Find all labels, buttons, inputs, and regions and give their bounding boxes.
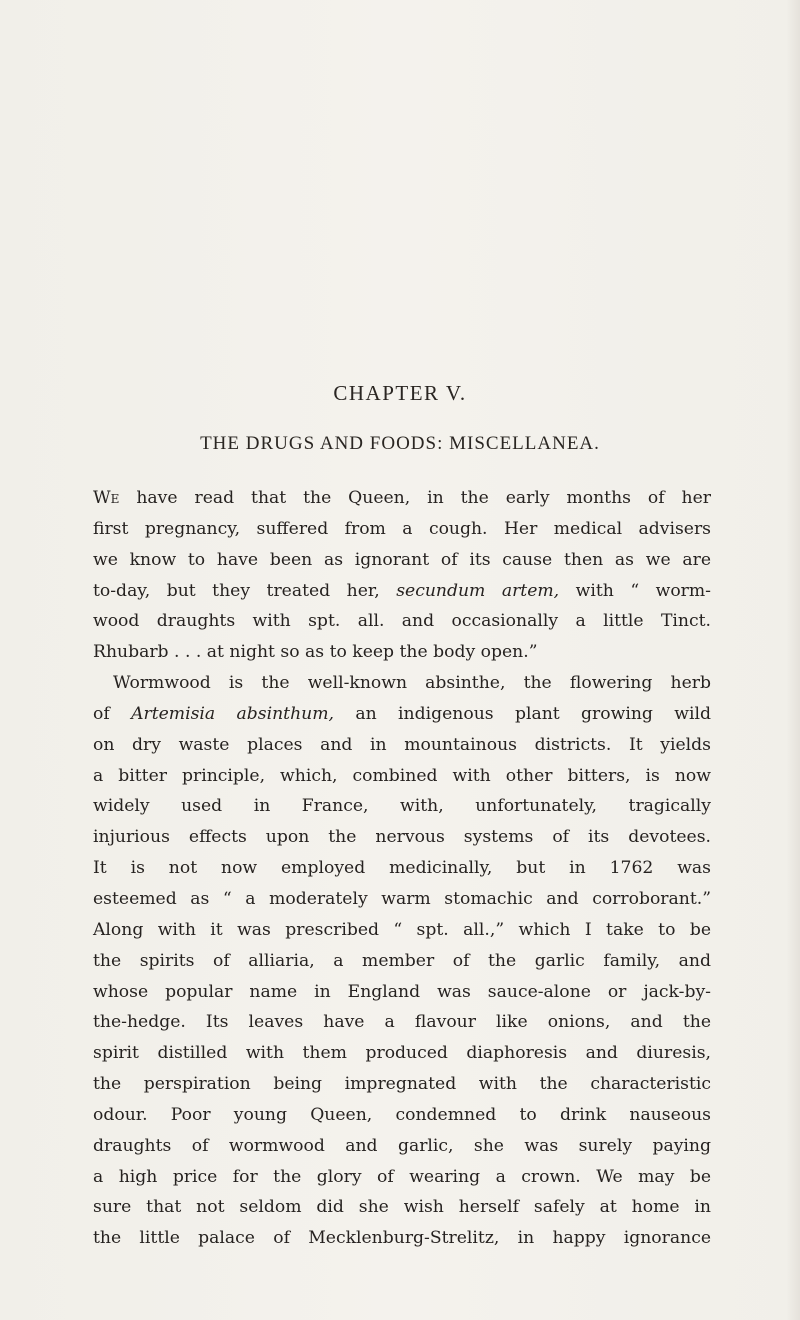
text-line: whose popular name in England was sauce-alone or jack-by- (93, 981, 711, 1002)
text-line: the spirits of alliaria, a member of the garlic family, and (93, 950, 711, 971)
text-line: We have read that the Queen, in the early months of her (93, 488, 711, 508)
text-line: the little palace of Mecklenburg-Strelitz, in happy ignorance (93, 1228, 711, 1249)
text-line: sure that not seldom did she wish herself safely at home in (93, 1197, 711, 1218)
text-line: Wormwood is the well-known absinthe, the flowering herb (113, 673, 711, 694)
chapter-number: CHAPTER V. (333, 381, 467, 405)
text-line: draughts of wormwood and garlic, she was surely paying (93, 1135, 711, 1156)
text-line: Along with it was prescribed “ spt. all.,” which I take to be (93, 919, 711, 940)
text-line: the-hedge. Its leaves have a flavour like onions, and the (93, 1012, 711, 1033)
text-line: esteemed as “ a moderately warm stomachic and corroborant.” (93, 888, 711, 909)
body-paragraph (93, 483, 711, 1254)
text-line: the perspiration being impregnated with the characteristic (93, 1074, 711, 1095)
text-line: we know to have been as ignorant of its cause then as we are (93, 549, 711, 570)
page-edge-shadow (786, 0, 800, 1320)
text-line: to-day, but they treated her, secundum artem, with “ worm- (93, 580, 711, 601)
botanical-name: Artemisia absinthum, (131, 703, 334, 724)
chapter-title: THE DRUGS AND FOODS: MISCELLANEA. (200, 433, 600, 454)
text-line: widely used in France, with, unfortunately, tragically (93, 796, 711, 817)
text-line: a high price for the glory of wearing a crown. We may be (93, 1166, 711, 1187)
text-line: odour. Poor young Queen, condemned to drink nauseous (93, 1104, 711, 1125)
text-line: Rhubarb . . . at night so as to keep the body open.” (93, 642, 538, 663)
text-line: spirit distilled with them produced diaphoresis and diuresis, (93, 1043, 711, 1064)
opening-word: We (93, 488, 120, 508)
text-line: a bitter principle, which, combined with other bitters, is now (93, 765, 711, 786)
text-line: first pregnancy, suffered from a cough. Her medical advisers (93, 518, 711, 539)
text-line: wood draughts with spt. all. and occasionally a little Tinct. (93, 611, 711, 632)
text-line: on dry waste places and in mountainous districts. It yields (93, 734, 711, 755)
latin-phrase: secundum artem, (396, 580, 560, 601)
text-line: It is not now employed medicinally, but in 1762 was (93, 858, 711, 879)
text-line: injurious effects upon the nervous systems of its devotees. (93, 827, 711, 848)
text-line: of Artemisia absinthum, an indigenous plant growing wild (93, 703, 711, 724)
